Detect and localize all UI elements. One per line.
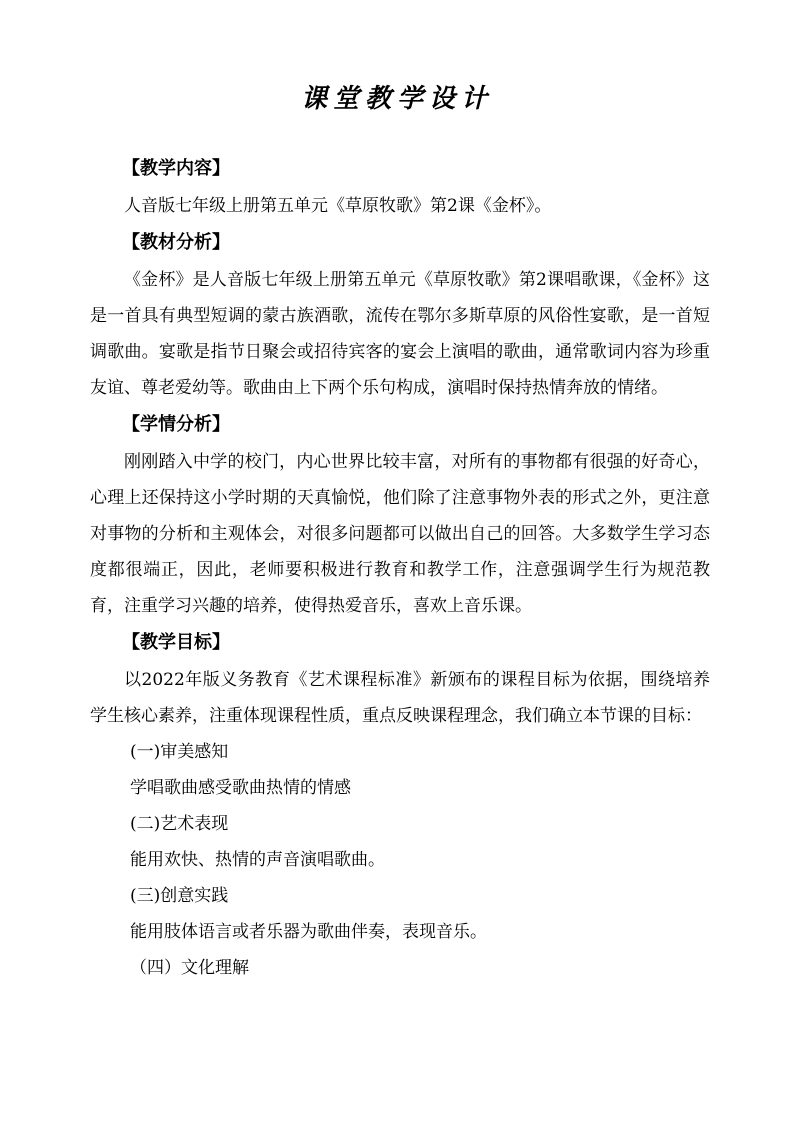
goal-text-3: 能用肢体语言或者乐器为歌曲伴奏，表现音乐。	[130, 922, 487, 942]
goal-label-1: (一)审美感知	[130, 742, 229, 762]
page-title: 课堂教学设计	[300, 84, 493, 114]
goal-label-2: (二)艺术表现	[130, 814, 229, 834]
section-heading-material: 【教材分析】	[122, 232, 230, 253]
goal-label-4: （四）文化理解	[130, 958, 249, 978]
document-body	[90, 150, 710, 986]
goal-text-1: 学唱歌曲感受歌曲热情的情感	[130, 778, 351, 798]
goal-label-3: (三)创意实践	[130, 886, 229, 906]
section-text-content: 人音版七年级上册第五单元《草原牧歌》第2课《金杯》。	[124, 196, 552, 216]
section-text-material: 《金杯》是人音版七年级上册第五单元《草原牧歌》第2课唱歌课，《金杯》这是一首具有典型短调的蒙古族酒歌，流传在鄂尔多斯草原的风俗性宴歌，是一首短调歌曲。宴歌是指节日聚会或招待宾客的宴会上演唱的歌曲，通常歌词内容为珍重友谊、尊老爱幼等。歌曲由上下两个乐句构成，演唱时保持热情奔放的情绪。	[90, 270, 710, 398]
goal-text-2: 能用欢快、热情的声音演唱歌曲。	[130, 850, 385, 870]
section-text-students: 刚刚踏入中学的校门，内心世界比较丰富，对所有的事物都有很强的好奇心，心理上还保持这小学时期的天真愉悦，他们除了注意事物外表的形式之外，更注意对事物的分析和主观体会，对很多问题都可以做出自己的回答。大多数学生学习态度都很端正，因此，老师要积极进行教育和教学工作，注意强调学生行为规范教育，注重学习兴趣的培养，使得热爱音乐，喜欢上音乐课。	[90, 452, 710, 616]
section-heading-goals: 【教学目标】	[122, 632, 230, 653]
section-heading-students: 【学情分析】	[122, 414, 230, 435]
section-text-goals-intro: 以2022年版义务教育《艺术课程标准》新颁布的课程目标为依据，围绕培养学生核心素养，注重体现课程性质，重点反映课程理念，我们确立本节课的目标：	[90, 670, 710, 726]
section-heading-content: 【教学内容】	[122, 158, 230, 179]
